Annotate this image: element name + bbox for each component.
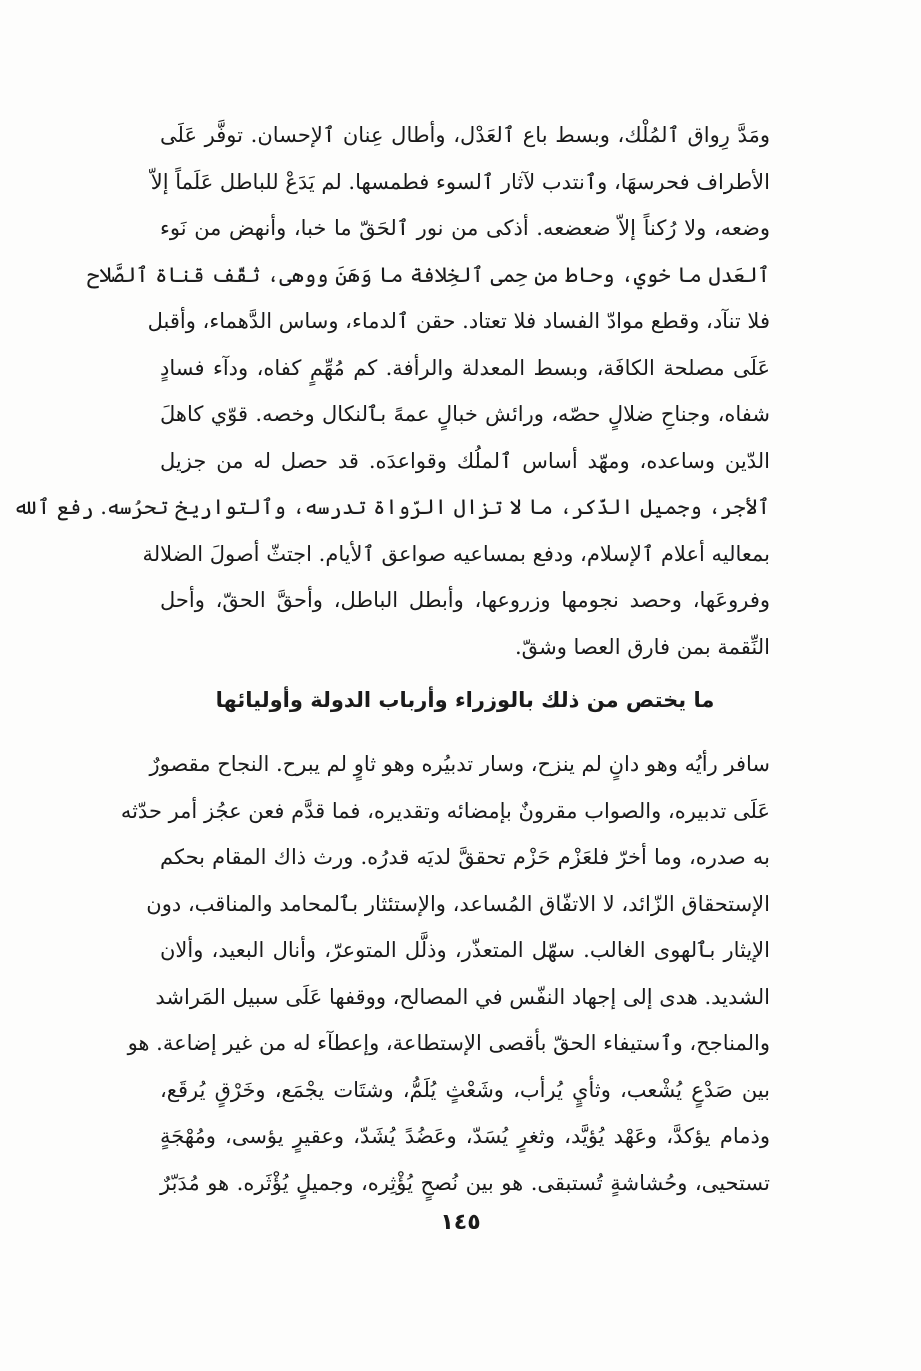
paragraph-1-line: فلا تنآد، وقطع موادّ الفساد فلا تعتاد. حقن ٱلدماء، وساس الدَّهماء، وأقبل bbox=[147, 309, 770, 333]
paragraph-1-line: ٱلعَدل ما خوي، وحاط من حِمى ٱلخِلافة ما وَهَنَ ووهى، ثقّف قناة ٱلصَّلاح bbox=[86, 262, 770, 287]
paragraph-2-line: به صدره، وما أخرّ فلعَزْم حَزْم تحققَّ لديَه قدرُه. ورث ذاك المقام بحكم bbox=[160, 845, 770, 869]
paragraph-2-line: الإستحقاق الزّائد، لا الاتفّاق المُساعد، والإستئثار بٱلمحامد والمناقب، دون bbox=[146, 891, 770, 916]
page-number: ١٤٥ bbox=[440, 1210, 481, 1235]
paragraph-2-line: عَلَى تدبيره، والصواب مقرونٌ بإمضائه وتقديره، فما قدَّم فعن عجُز أمر حدّثه bbox=[120, 798, 770, 823]
paragraph-2 bbox=[120, 741, 770, 1206]
paragraph-1-line: بمعاليه أعلام ٱلإسلام، ودفع بمساعيه صواعق ٱلأيام. اجتثّ أصولَ الضلالة bbox=[142, 541, 770, 566]
paragraph-1-line: الدّين وساعده، ومهّد أساس ٱلملُك وقواعدَه. قد حصل له من جزيل bbox=[160, 448, 770, 473]
paragraph-2-line: والمناجح، وٱستيفاء الحقّ بأقصى الإستطاعة، وإعطآء له من غير إضاعة. هو bbox=[127, 1031, 770, 1055]
paragraph-2-line: الإيثار بٱلهوى الغالب. سهّل المتعذّر، وذلَّل المتوعرّ، وأنال البعيد، وألان bbox=[160, 938, 770, 962]
paragraph-1-line: النِّقمة بمن فارق العصا وشقّ. bbox=[514, 634, 770, 659]
paragraph-1 bbox=[13, 112, 770, 670]
paragraph-2-line: سافر رأيُه وهو دانٍ لم ينزح، وسار تدبيُره وهو ثاوٍ لم يبرح. النجاح مقصورٌ bbox=[149, 752, 770, 776]
paragraph-2-line: الشديد. هدى إلى إجهاد النفّس في المصالح، ووقفها عَلَى سبيل المَراشد bbox=[155, 984, 770, 1009]
paragraph-1-line: وضعه، ولا رُكناً إلاّ ضعضعه. أذكى من نور ٱلحَقّ ما خبا، وأنهض من نَوء bbox=[160, 216, 770, 240]
paragraph-1-line: شفاه، وجناحِ ضلالٍ حصّه، ورائش خبالٍ عمهً بٱلنكال وخصه. قوّي كاهلَ bbox=[160, 402, 770, 426]
paragraph-1-line: ٱلأجر، وجميل الذّكر، ما لا تزال الرّواة تدرسه، وٱلتواريخ تحرُسه. رفع ٱلله bbox=[13, 495, 770, 519]
section-heading: ما يختص من ذلك بالوزراء وأرباب الدولة وأوليائها bbox=[215, 688, 715, 712]
paragraph-2-line: تستحيى، وحُشاشةٍ تُستبقى. هو بين نُصحٍ يُؤْثِره، وجميلٍ يُؤْثَره. هو مُدَبّرٌ bbox=[160, 1170, 770, 1195]
paragraph-2-line: بين صَدْعٍ يُشْعب، وثأيٍ يُرأب، وشَعْثٍ يُلَمُّ، وشتَات يجْمَع، وخَرْقٍ يُرقَع، bbox=[160, 1077, 770, 1102]
paragraph-1-line: ومَدَّ رِواق ٱلمُلْك، وبسط باع ٱلعَدْل، وأطال عِنان ٱلإحسان. توفَّر عَلَى bbox=[160, 123, 770, 147]
paragraph-2-line: وذمام يؤكدَّ، وعَهْد يُؤيَّد، وثغرٍ يُسَدّ، وعَضُدً يُشَدّ، وعقيرٍ يؤسى، ومُهْجَةٍ bbox=[160, 1124, 770, 1148]
paragraph-1-line: الأطراف فحرسهَا، وٱنتدب لآثار ٱلسوء فطمسها. لم يَدَعْ للباطل عَلَماً إلاّ bbox=[150, 169, 770, 194]
paragraph-1-line: وفروعَها، وحصد نجومها وزروعها، وأبطل الباطل، وأحقَّ الحقّ، وأحل bbox=[160, 588, 770, 612]
paragraph-1-line: عَلَى مصلحة الكافَة، وبسط المعدلة والرأفة. كم مُهِّمٍ كفاه، ودآء فسادٍ bbox=[160, 355, 770, 380]
